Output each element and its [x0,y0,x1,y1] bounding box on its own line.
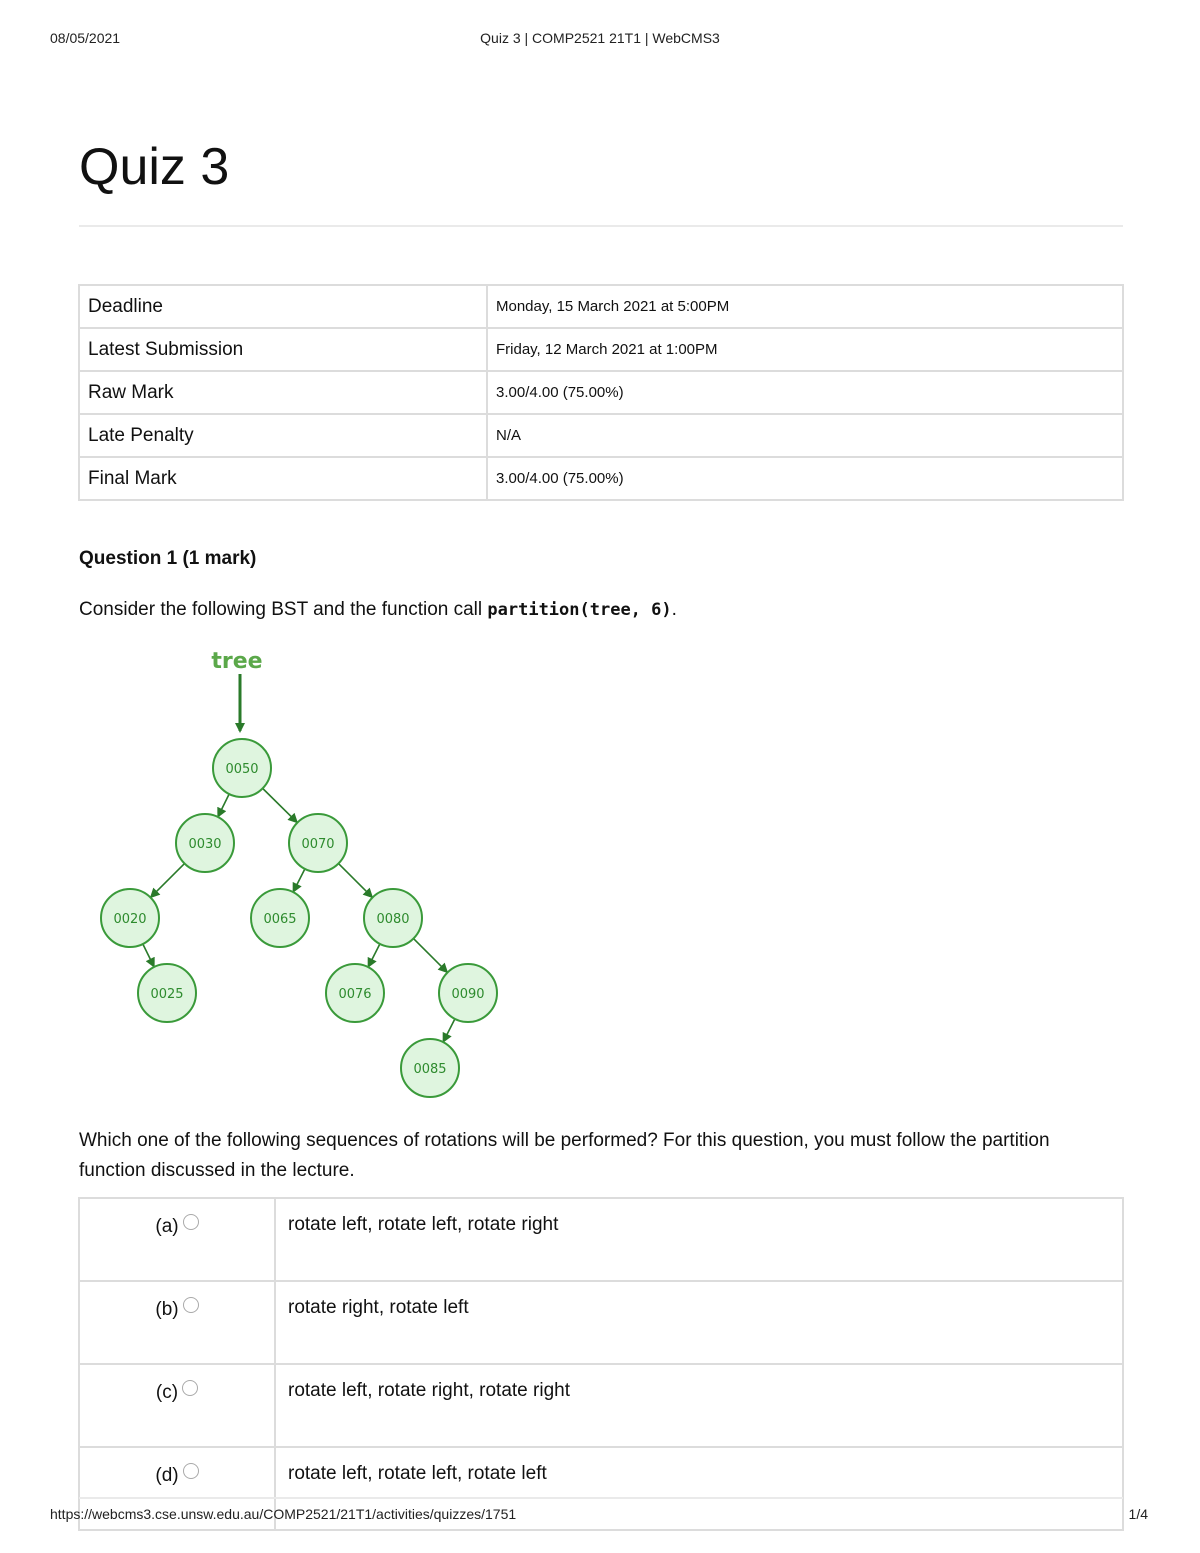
bst-edge-arrow [339,864,372,897]
option-letter: (b) [155,1299,179,1320]
summary-value: 3.00/4.00 (75.00%) [487,371,1123,414]
bst-node-label: 0020 [113,912,147,927]
summary-value: Friday, 12 March 2021 at 1:00PM [487,328,1123,371]
footer-divider [79,1497,1123,1499]
option-row-b[interactable] [79,1281,1123,1364]
bst-node [326,964,384,1022]
bst-node [439,964,497,1022]
bst-node [138,964,196,1022]
bst-node [251,889,309,947]
option-text: rotate left, rotate left, rotate right [275,1198,1123,1281]
bst-edge-arrow [151,864,184,897]
bst-nodes [101,739,497,1097]
tree-pointer-label: tree [211,649,263,674]
radio-button[interactable] [182,1380,198,1396]
option-text: rotate left, rotate right, rotate right [275,1364,1123,1447]
summary-value: 3.00/4.00 (75.00%) [487,457,1123,500]
summary-value: Monday, 15 March 2021 at 5:00PM [487,285,1123,328]
option-row-c[interactable] [79,1364,1123,1447]
option-letter: (d) [155,1465,179,1486]
summary-row-late-penalty [79,414,1123,457]
bst-node-label: 0050 [225,762,259,777]
bst-node [364,889,422,947]
page-number: 1/4 [1128,1506,1148,1522]
summary-row-latest-submission [79,328,1123,371]
bst-edge-arrow [143,944,154,966]
bst-node-label: 0025 [150,987,184,1002]
print-header [50,30,1150,50]
bst-node-label: 0030 [188,837,222,852]
radio-button[interactable] [183,1214,199,1230]
bst-node-label: 0080 [376,912,410,927]
summary-value: N/A [487,414,1123,457]
question-prompt-end: . [671,599,677,620]
option-letter-cell [79,1281,275,1364]
question-prompt [79,598,1119,622]
function-call-code: partition(tree, 6) [487,600,672,620]
title-divider [79,225,1123,227]
summary-label: Final Mark [79,457,487,500]
bst-node-label: 0065 [263,912,297,927]
bst-node [401,1039,459,1097]
print-document-title: Quiz 3 | COMP2521 21T1 | WebCMS3 [480,30,720,46]
radio-button[interactable] [183,1297,199,1313]
bst-edge-arrow [218,794,229,816]
answer-options-table [78,1197,1124,1531]
submission-summary-table [78,284,1124,501]
bst-node [101,889,159,947]
option-text: rotate left, rotate left, rotate left [275,1447,1123,1530]
summary-label: Late Penalty [79,414,487,457]
summary-row-deadline [79,285,1123,328]
bst-node [176,814,234,872]
option-letter-cell [79,1198,275,1281]
bst-node-label: 0070 [301,837,335,852]
page-url: https://webcms3.cse.unsw.edu.au/COMP2521/21T1/activities/quizzes/1751 [50,1506,517,1522]
summary-label: Latest Submission [79,328,487,371]
bst-edge-arrow [414,939,447,972]
bst-node-label: 0085 [413,1062,447,1077]
page-title: Quiz 3 [79,138,230,196]
radio-button[interactable] [183,1463,199,1479]
bst-edge-arrow [263,788,297,822]
summary-row-raw-mark [79,371,1123,414]
option-text: rotate right, rotate left [275,1281,1123,1364]
summary-row-final-mark [79,457,1123,500]
print-footer [50,1506,1148,1526]
question-body: Which one of the following sequences of rotations will be performed? For this question, you must follow the partition function discussed in the lecture. [79,1130,1050,1181]
summary-label: Raw Mark [79,371,487,414]
option-letter: (c) [155,1382,179,1403]
option-letter-cell [79,1364,275,1447]
bst-diagram [80,640,520,1110]
question-prompt-text: Consider the following BST and the function call [79,599,488,620]
option-row-a[interactable] [79,1198,1123,1281]
bst-node-label: 0076 [338,987,372,1002]
option-letter: (a) [155,1216,179,1237]
question-heading: Question 1 (1 mark) [79,548,257,569]
bst-node-label: 0090 [451,987,485,1002]
bst-node [213,739,271,797]
bst-edge-arrow [369,944,380,966]
print-date: 08/05/2021 [50,30,121,46]
bst-edge-arrow [444,1019,455,1041]
summary-label: Deadline [79,285,487,328]
bst-node [289,814,347,872]
bst-edge-arrow [294,869,305,891]
